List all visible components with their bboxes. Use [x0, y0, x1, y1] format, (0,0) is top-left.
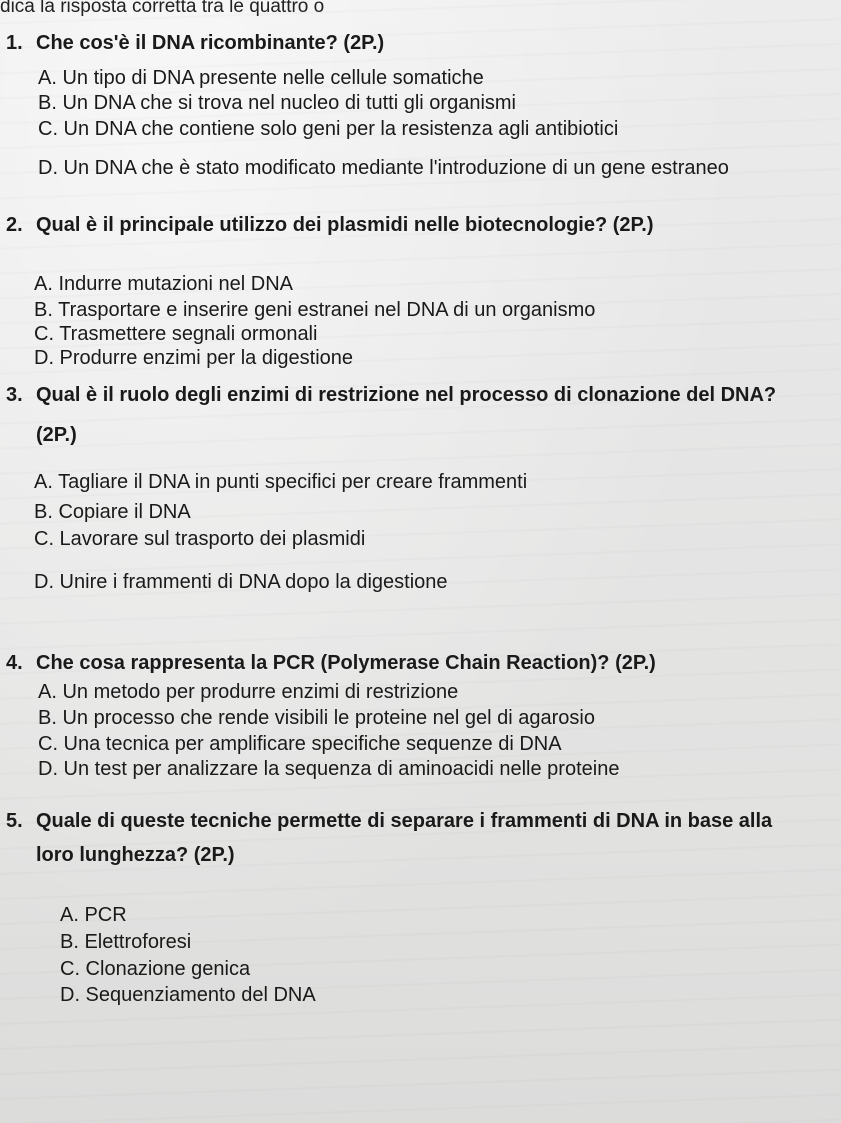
- option-5a[interactable]: A. PCR: [60, 904, 127, 926]
- option-4d[interactable]: D. Un test per analizzare la sequenza di aminoacidi nelle proteine: [38, 758, 620, 780]
- question-3: [6, 382, 826, 448]
- question-number: 3.: [6, 384, 23, 406]
- option-5d[interactable]: D. Sequenziamento del DNA: [60, 984, 316, 1006]
- question-2: [6, 212, 826, 238]
- option-2c[interactable]: C. Trasmettere segnali ormonali: [34, 323, 318, 345]
- option-3b[interactable]: B. Copiare il DNA: [34, 501, 191, 523]
- option-2d[interactable]: D. Produrre enzimi per la digestione: [34, 347, 354, 369]
- option-5c[interactable]: C. Clonazione genica: [60, 958, 251, 980]
- question-text: Che cos'è il DNA ricombinante? (2P.): [36, 32, 385, 54]
- option-1d[interactable]: D. Un DNA che è stato modificato mediante l'introduzione di un gene estraneo: [38, 157, 729, 179]
- question-number: 4.: [6, 652, 23, 674]
- question-text: Quale di queste tecniche permette di separare i frammenti di DNA in base alla: [36, 810, 773, 832]
- question-number: 2.: [6, 214, 23, 236]
- option-4a[interactable]: A. Un metodo per produrre enzimi di restrizione: [38, 681, 459, 703]
- option-4c[interactable]: C. Una tecnica per amplificare specifiche sequenze di DNA: [38, 733, 562, 755]
- option-3d[interactable]: D. Unire i frammenti di DNA dopo la digestione: [34, 571, 448, 593]
- question-4: [6, 650, 826, 676]
- question-text: Qual è il ruolo degli enzimi di restrizione nel processo di clonazione del DNA?: [36, 384, 777, 406]
- option-3c[interactable]: C. Lavorare sul trasporto dei plasmidi: [34, 528, 366, 550]
- question-number: 5.: [6, 810, 23, 832]
- option-1b[interactable]: B. Un DNA che si trova nel nucleo di tutti gli organismi: [38, 92, 516, 114]
- question-text-continued: (2P.): [36, 424, 77, 446]
- question-text-continued: loro lunghezza? (2P.): [36, 844, 235, 866]
- question-text: Che cosa rappresenta la PCR (Polymerase Chain Reaction)? (2P.): [36, 652, 656, 674]
- question-5-title: [6, 808, 826, 868]
- option-1c[interactable]: C. Un DNA che contiene solo geni per la resistenza agli antibiotici: [38, 118, 619, 140]
- option-3a[interactable]: A. Tagliare il DNA in punti specifici per creare frammenti: [34, 471, 528, 493]
- question-1: [6, 30, 826, 56]
- question-3-title: [6, 382, 826, 448]
- option-2b[interactable]: B. Trasportare e inserire geni estranei nel DNA di un organismo: [34, 299, 596, 321]
- question-5: [6, 808, 826, 868]
- option-1a[interactable]: A. Un tipo di DNA presente nelle cellule somatiche: [38, 67, 484, 89]
- option-2a[interactable]: A. Indurre mutazioni nel DNA: [34, 273, 294, 295]
- option-5b[interactable]: B. Elettroforesi: [60, 931, 192, 953]
- question-4-title: [6, 650, 826, 676]
- instruction-header: dica la risposta corretta tra le quattro o: [0, 0, 325, 17]
- question-number: 1.: [6, 32, 23, 54]
- question-text: Qual è il principale utilizzo dei plasmidi nelle biotecnologie? (2P.): [36, 214, 654, 236]
- question-1-title: [6, 30, 826, 56]
- question-2-title: [6, 212, 826, 238]
- option-4b[interactable]: B. Un processo che rende visibili le proteine nel gel di agarosio: [38, 707, 595, 729]
